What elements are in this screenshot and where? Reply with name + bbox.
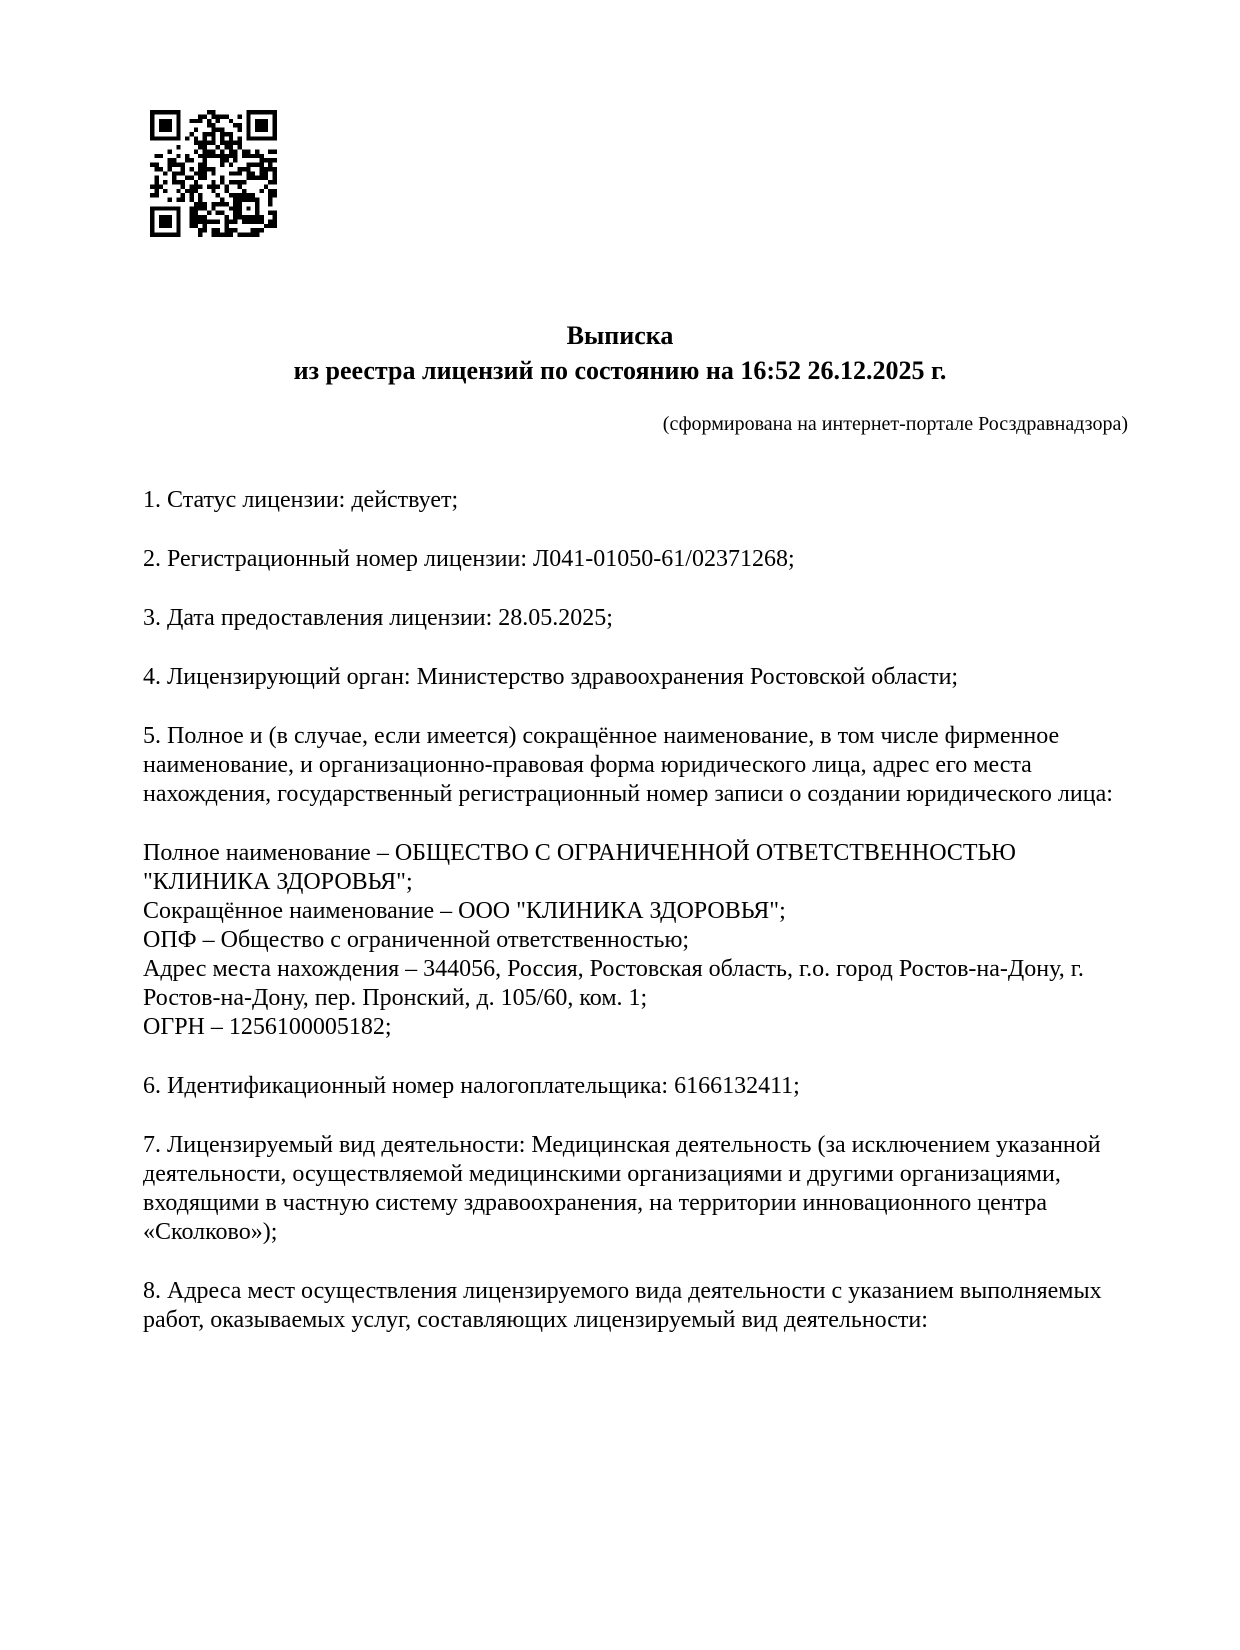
text-line: "КЛИНИКА ЗДОРОВЬЯ"; xyxy=(143,869,413,895)
text-line: Адрес места нахождения – 344056, Россия, Ростовская область, г.о. город Ростов-на-Дону, г. xyxy=(143,956,1084,982)
text-line: 7. Лицензируемый вид деятельности: Медицинская деятельность (за исключением указанной xyxy=(143,1132,1101,1158)
text-line: «Сколково»); xyxy=(143,1219,278,1245)
text-line: 8. Адреса мест осуществления лицензируемого вида деятельности с указанием выполняемых xyxy=(143,1278,1102,1304)
text-line: 4. Лицензирующий орган: Министерство здравоохранения Ростовской области; xyxy=(143,664,959,690)
text-line: ОПФ – Общество с ограниченной ответственностью; xyxy=(143,927,690,953)
text-line: 3. Дата предоставления лицензии: 28.05.2025; xyxy=(143,605,613,631)
text-line: 1. Статус лицензии: действует; xyxy=(143,487,459,513)
text-line: Полное наименование – ОБЩЕСТВО С ОГРАНИЧЕННОЙ ОТВЕТСТВЕННОСТЬЮ xyxy=(143,840,1016,866)
paragraph-taxpayer-number xyxy=(143,1072,1128,1101)
document-body xyxy=(143,486,1128,1365)
text-line: ОГРН – 1256100005182; xyxy=(143,1014,392,1040)
formation-note: (сформирована на интернет-портале Росздравнадзора) xyxy=(662,413,1128,435)
paragraph-activity-addresses-intro xyxy=(143,1277,1128,1335)
text-line: Сокращённое наименование – ООО "КЛИНИКА ЗДОРОВЬЯ"; xyxy=(143,898,786,924)
text-line: 2. Регистрационный номер лицензии: Л041-01050-61/02371268; xyxy=(143,546,795,572)
qr-code-icon xyxy=(150,110,277,237)
text-line: наименование, и организационно-правовая форма юридического лица, адрес его места xyxy=(143,752,1032,778)
paragraph-name-and-legal-form-intro xyxy=(143,722,1128,809)
paragraph-licensed-activity xyxy=(143,1131,1128,1247)
paragraph-license-status xyxy=(143,486,1128,515)
paragraph-license-date xyxy=(143,604,1128,633)
document-title xyxy=(0,318,1240,388)
paragraph-registration-number xyxy=(143,545,1128,574)
text-line: деятельности, осуществляемой медицинскими организациями и другими организациями, xyxy=(143,1161,1061,1187)
text-line: входящими в частную систему здравоохранения, на территории инновационного центра xyxy=(143,1190,1048,1216)
qr-code-image xyxy=(150,110,277,237)
title-line-2: из реестра лицензий по состоянию на 16:52 26.12.2025 г. xyxy=(293,356,947,385)
text-line: 5. Полное и (в случае, если имеется) сокращённое наименование, в том числе фирменное xyxy=(143,723,1060,749)
paragraph-licensing-authority xyxy=(143,663,1128,692)
text-line: 6. Идентификационный номер налогоплательщика: 6166132411; xyxy=(143,1073,800,1099)
text-line: нахождения, государственный регистрационный номер записи о создании юридического лица: xyxy=(143,781,1113,807)
text-line: Ростов-на-Дону, пер. Пронский, д. 105/60, ком. 1; xyxy=(143,985,648,1011)
paragraph-organization-details xyxy=(143,839,1128,1042)
text-line: работ, оказываемых услуг, составляющих лицензируемый вид деятельности: xyxy=(143,1307,928,1333)
title-line-1: Выписка xyxy=(566,321,674,350)
